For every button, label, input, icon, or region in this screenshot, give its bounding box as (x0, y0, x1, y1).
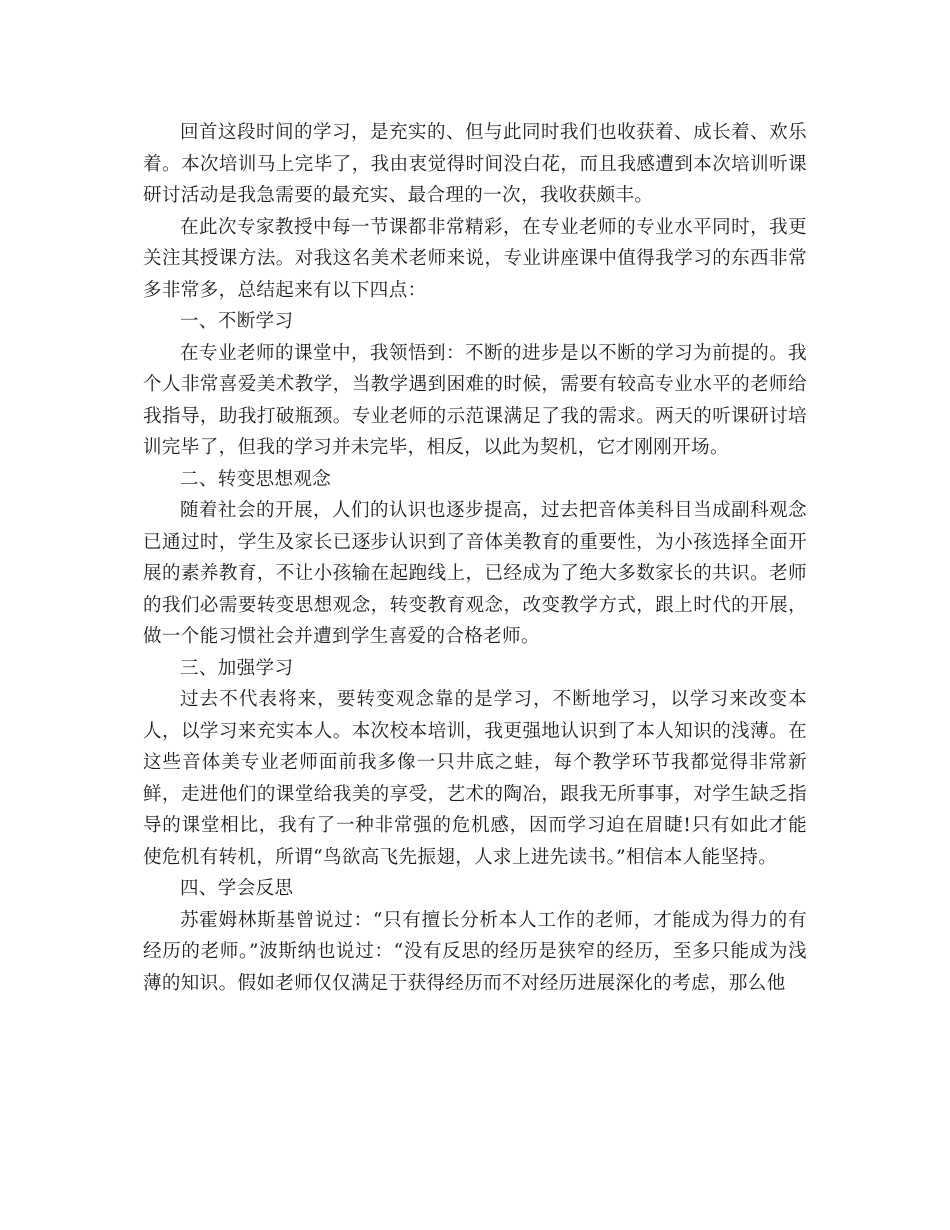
paragraph-strengthen-learning: 过去不代表将来，要转变观念靠的是学习，不断地学习，以学习来改变本人，以学习来充实本人。本次校本培训，我更强地认识到了本人知识的浅薄。在这些音体美专业老师面前我多像一只井底之蛙，每个教学环节我都觉得非常新鲜，走进他们的课堂给我美的享受，艺术的陶冶，跟我无所事事，对学生缺乏指导的课堂相比，我有了一种非常强的危机感，因而学习迫在眉睫!只有如此才能使危机有转机，所谓“鸟欲高飞先振翅，人求上进先读书。”相信本人能坚持。 (143, 689, 807, 868)
section-heading-4: 四、学会反思 (180, 878, 294, 899)
paragraph-continuous-learning: 在专业老师的课堂中，我领悟到：不断的进步是以不断的学习为前提的。我个人非常喜爱美术教学，当教学遇到困难的时候，需要有较高专业水平的老师给我指导，助我打破瓶颈。专业老师的示范课满足了我的需求。两天的听课研讨培训完毕了，但我的学习并未完毕，相反，以此为契机，它才刚刚开场。 (143, 342, 807, 458)
section-heading-3: 三、加强学习 (180, 657, 294, 679)
paragraph-change-thinking: 随着社会的开展，人们的认识也逐步提高，过去把音体美科目当成副科观念已通过时，学生及家长已逐步认识到了音体美教育的重要性，为小孩选择全面开展的素养教育，不让小孩输在起跑线上，已经成为了绝大多数家长的共识。老师的我们必需要转变思想观念，转变教育观念，改变教学方式，跟上时代的开展，做一个能习惯社会并遭到学生喜爱的合格老师。 (143, 500, 807, 647)
section-heading-2: 二、转变思想观念 (180, 468, 332, 490)
document-page (143, 117, 807, 999)
section-heading-1: 一、不断学习 (180, 311, 294, 332)
paragraph-reflection: 苏霍姆林斯基曾说过：“只有擅长分析本人工作的老师，才能成为得力的有经历的老师。”波斯纳也说过：“没有反思的经历是狭窄的经历，至多只能成为浅薄的知识。假如老师仅仅满足于获得经历而不对经历进展深化的考虑，那么他 (143, 909, 807, 994)
paragraph-expert-lectures: 在此次专家教授中每一节课都非常精彩，在专业老师的专业水平同时，我更关注其授课方法。对我这名美术老师来说，专业讲座课中值得我学习的东西非常多非常多，总结起来有以下四点： (143, 216, 807, 301)
paragraph-intro: 回首这段时间的学习，是充实的、但与此同时我们也收获着、成长着、欢乐着。本次培训马上完毕了，我由衷觉得时间没白花，而且我感遭到本次培训听课研讨活动是我急需要的最充实、最合理的一次，我收获颇丰。 (143, 122, 807, 206)
